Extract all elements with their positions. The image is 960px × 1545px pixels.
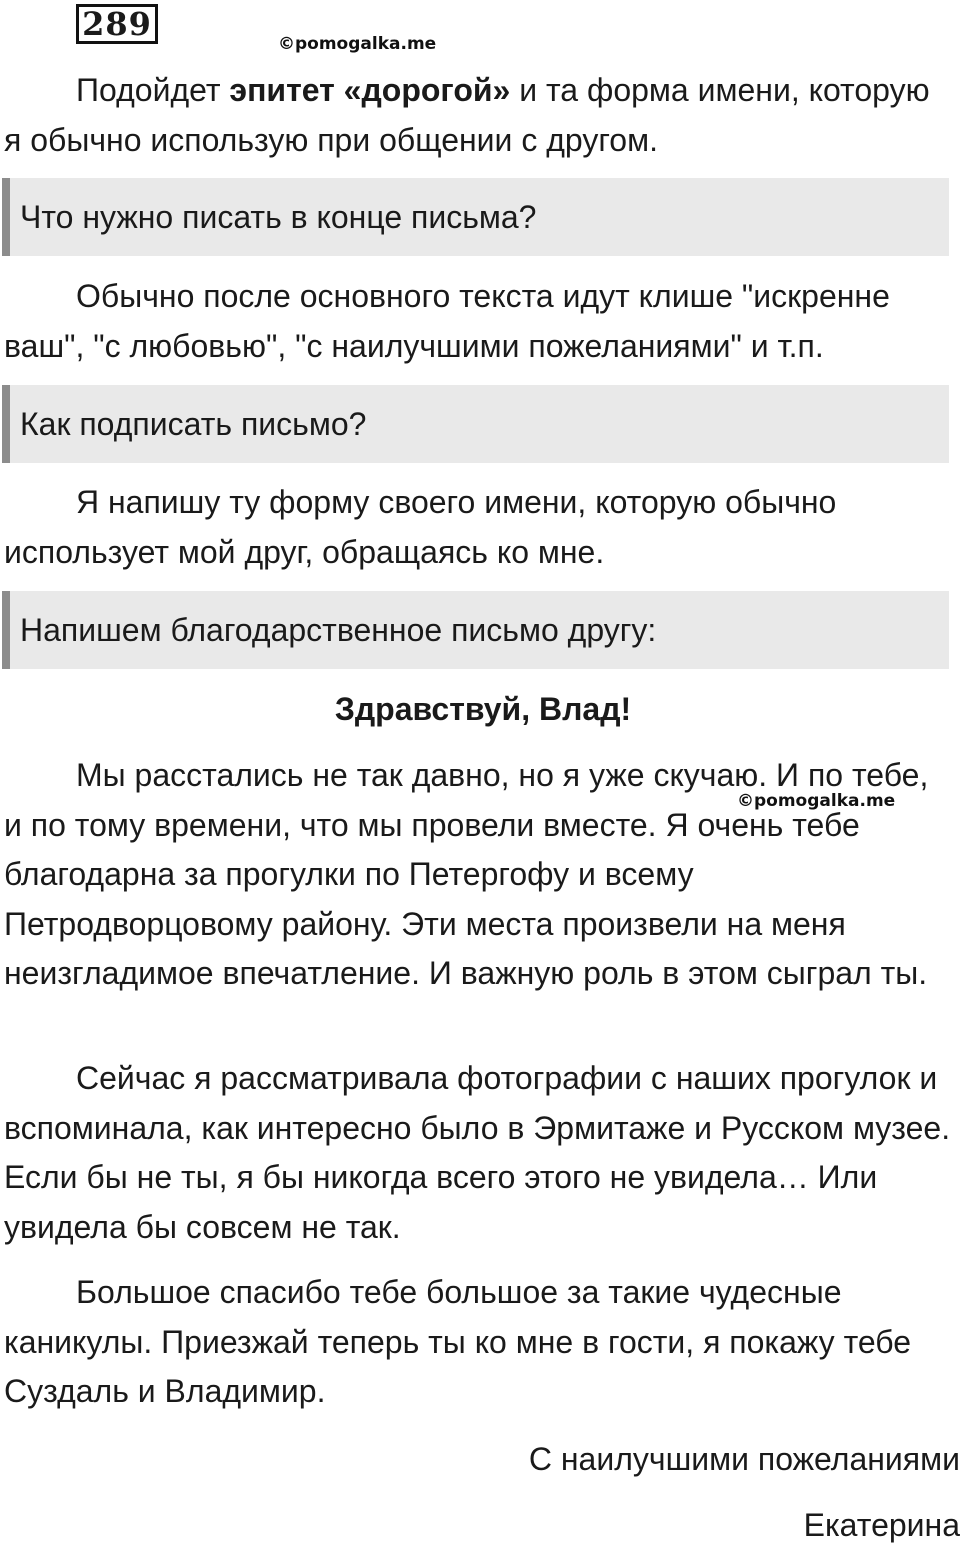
question-block-1	[2, 178, 949, 256]
watermark-middle: ©pomogalka.me	[737, 791, 896, 811]
letter-paragraph-3: Большое спасибо тебе большое за такие чудесные каникулы. Приезжай теперь ты ко мне в гости, я покажу тебе Суздаль и Владимир.	[4, 1274, 912, 1409]
letter-signature: Екатерина	[803, 1507, 960, 1543]
answer-paragraph-3: Я напишу ту форму своего имени, которую обычно использует мой друг, обращаясь ко мне.	[4, 484, 837, 570]
question-3-text: Напишем благодарственное письмо другу:	[20, 612, 657, 648]
answer-1-end: и та форма имени, которую я обычно использую при общении с другом.	[4, 72, 930, 158]
watermark-top: ©pomogalka.me	[278, 34, 437, 54]
exercise-number: 289	[76, 4, 158, 44]
letter-paragraph-2: Сейчас я рассматривала фотографии с наших прогулок и вспоминала, как интересно было в Эрмитаже и Русском музее. Если бы не ты, я бы никогда всего этого не увидела… Или увидела бы совсем не так.	[4, 1060, 951, 1245]
answer-paragraph-1	[4, 66, 954, 165]
question-2-text: Как подписать письмо?	[20, 406, 367, 442]
answer-1-bold: эпитет «дорогой»	[229, 72, 511, 108]
question-block-2	[2, 385, 949, 463]
letter-greeting: Здравствуй, Влад!	[334, 691, 632, 727]
letter-closing: С наилучшими пожеланиями	[528, 1441, 960, 1477]
answer-1-start: Подойдет	[76, 72, 230, 108]
question-block-3	[2, 591, 949, 669]
letter-paragraph-1: Мы расстались не так давно, но я уже скучаю. И по тебе, и по тому времени, что мы провели вместе. Я очень тебе благодарна за прогулки по Петергофу и всему Петродворцовому району. Эти места произвели на меня неизгладимое впечатление. И важную роль в этом сыграл ты.	[4, 757, 929, 991]
answer-paragraph-2: Обычно после основного текста идут клише "искренне ваш", "с любовью", "с наилучшими пожеланиями" и т.п.	[4, 278, 890, 364]
question-1-text: Что нужно писать в конце письма?	[20, 199, 537, 235]
